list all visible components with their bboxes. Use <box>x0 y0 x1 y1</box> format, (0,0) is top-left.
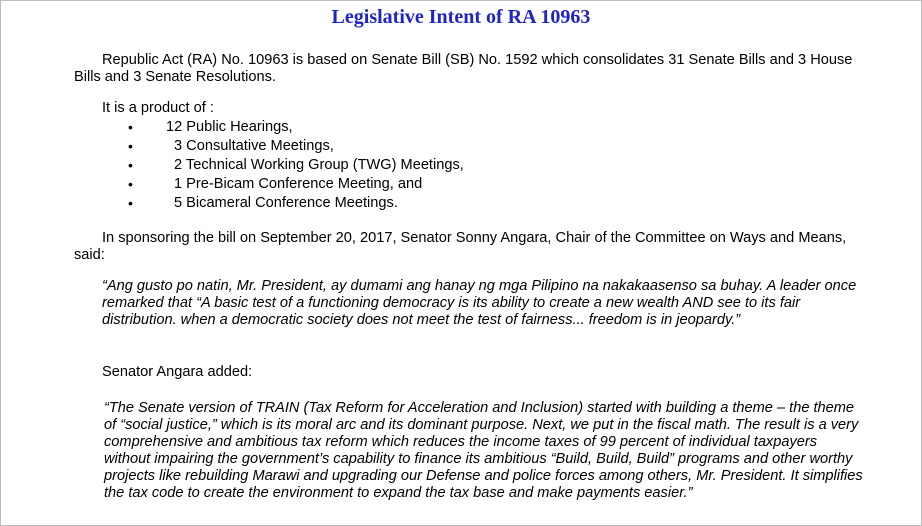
bullet-icon: • <box>128 138 133 154</box>
quote-angara-2: “The Senate version of TRAIN (Tax Reform for Acceleration and Inclusion) started with building a theme – the theme of “social justice,” which is its moral arc and its dominant purpose. Next, we put in the fiscal math. The result is a very comprehensive and ambitious tax reform which reduces the income taxes of 99 percent of individual taxpayers without impairing the government’s capability to finance its ambitious “Build, Build, Build” programs and other worthy projects like rebuilding Marawi and upgrading our Defense and police forces among others, Mr. President. It simplifies the tax code to create the environment to expand the tax base and make payments easier.” <box>104 400 863 501</box>
bullet-icon: • <box>128 176 133 192</box>
bullet-icon: • <box>128 157 133 173</box>
product-list <box>128 118 464 213</box>
list-item: • 2 Technical Working Group (TWG) Meetings, <box>128 157 464 173</box>
bullet-icon: • <box>128 195 133 211</box>
bullet-icon: • <box>128 119 133 135</box>
list-item: • 5 Bicameral Conference Meetings. <box>128 195 398 211</box>
paragraph-ra-basis: Republic Act (RA) No. 10963 is based on Senate Bill (SB) No. 1592 which consolidates 31 Senate Bills and 3 House Bills and 3 Senate Resolutions. <box>74 52 853 85</box>
list-item: • 12 Public Hearings, <box>128 119 293 135</box>
quote-angara-1: “Ang gusto po natin, Mr. President, ay dumami ang hanay ng mga Pilipino na nakakaasenso sa buhay. A leader once remarked that “A basic test of a functioning democracy is its ability to create a new wealth AND see to its fair distribution. when a democratic society does not meet the test of fairness... freedom is in jeopardy.” <box>102 278 857 328</box>
list-item: • 3 Consultative Meetings, <box>128 138 334 154</box>
angara-added-label: Senator Angara added: <box>102 364 253 380</box>
document-title: Legislative Intent of RA 10963 <box>331 6 591 28</box>
product-intro: It is a product of : <box>102 100 214 116</box>
list-item: • 1 Pre-Bicam Conference Meeting, and <box>128 176 423 192</box>
paragraph-sponsorship: In sponsoring the bill on September 20, 2017, Senator Sonny Angara, Chair of the Committee on Ways and Means, said: <box>74 230 847 263</box>
